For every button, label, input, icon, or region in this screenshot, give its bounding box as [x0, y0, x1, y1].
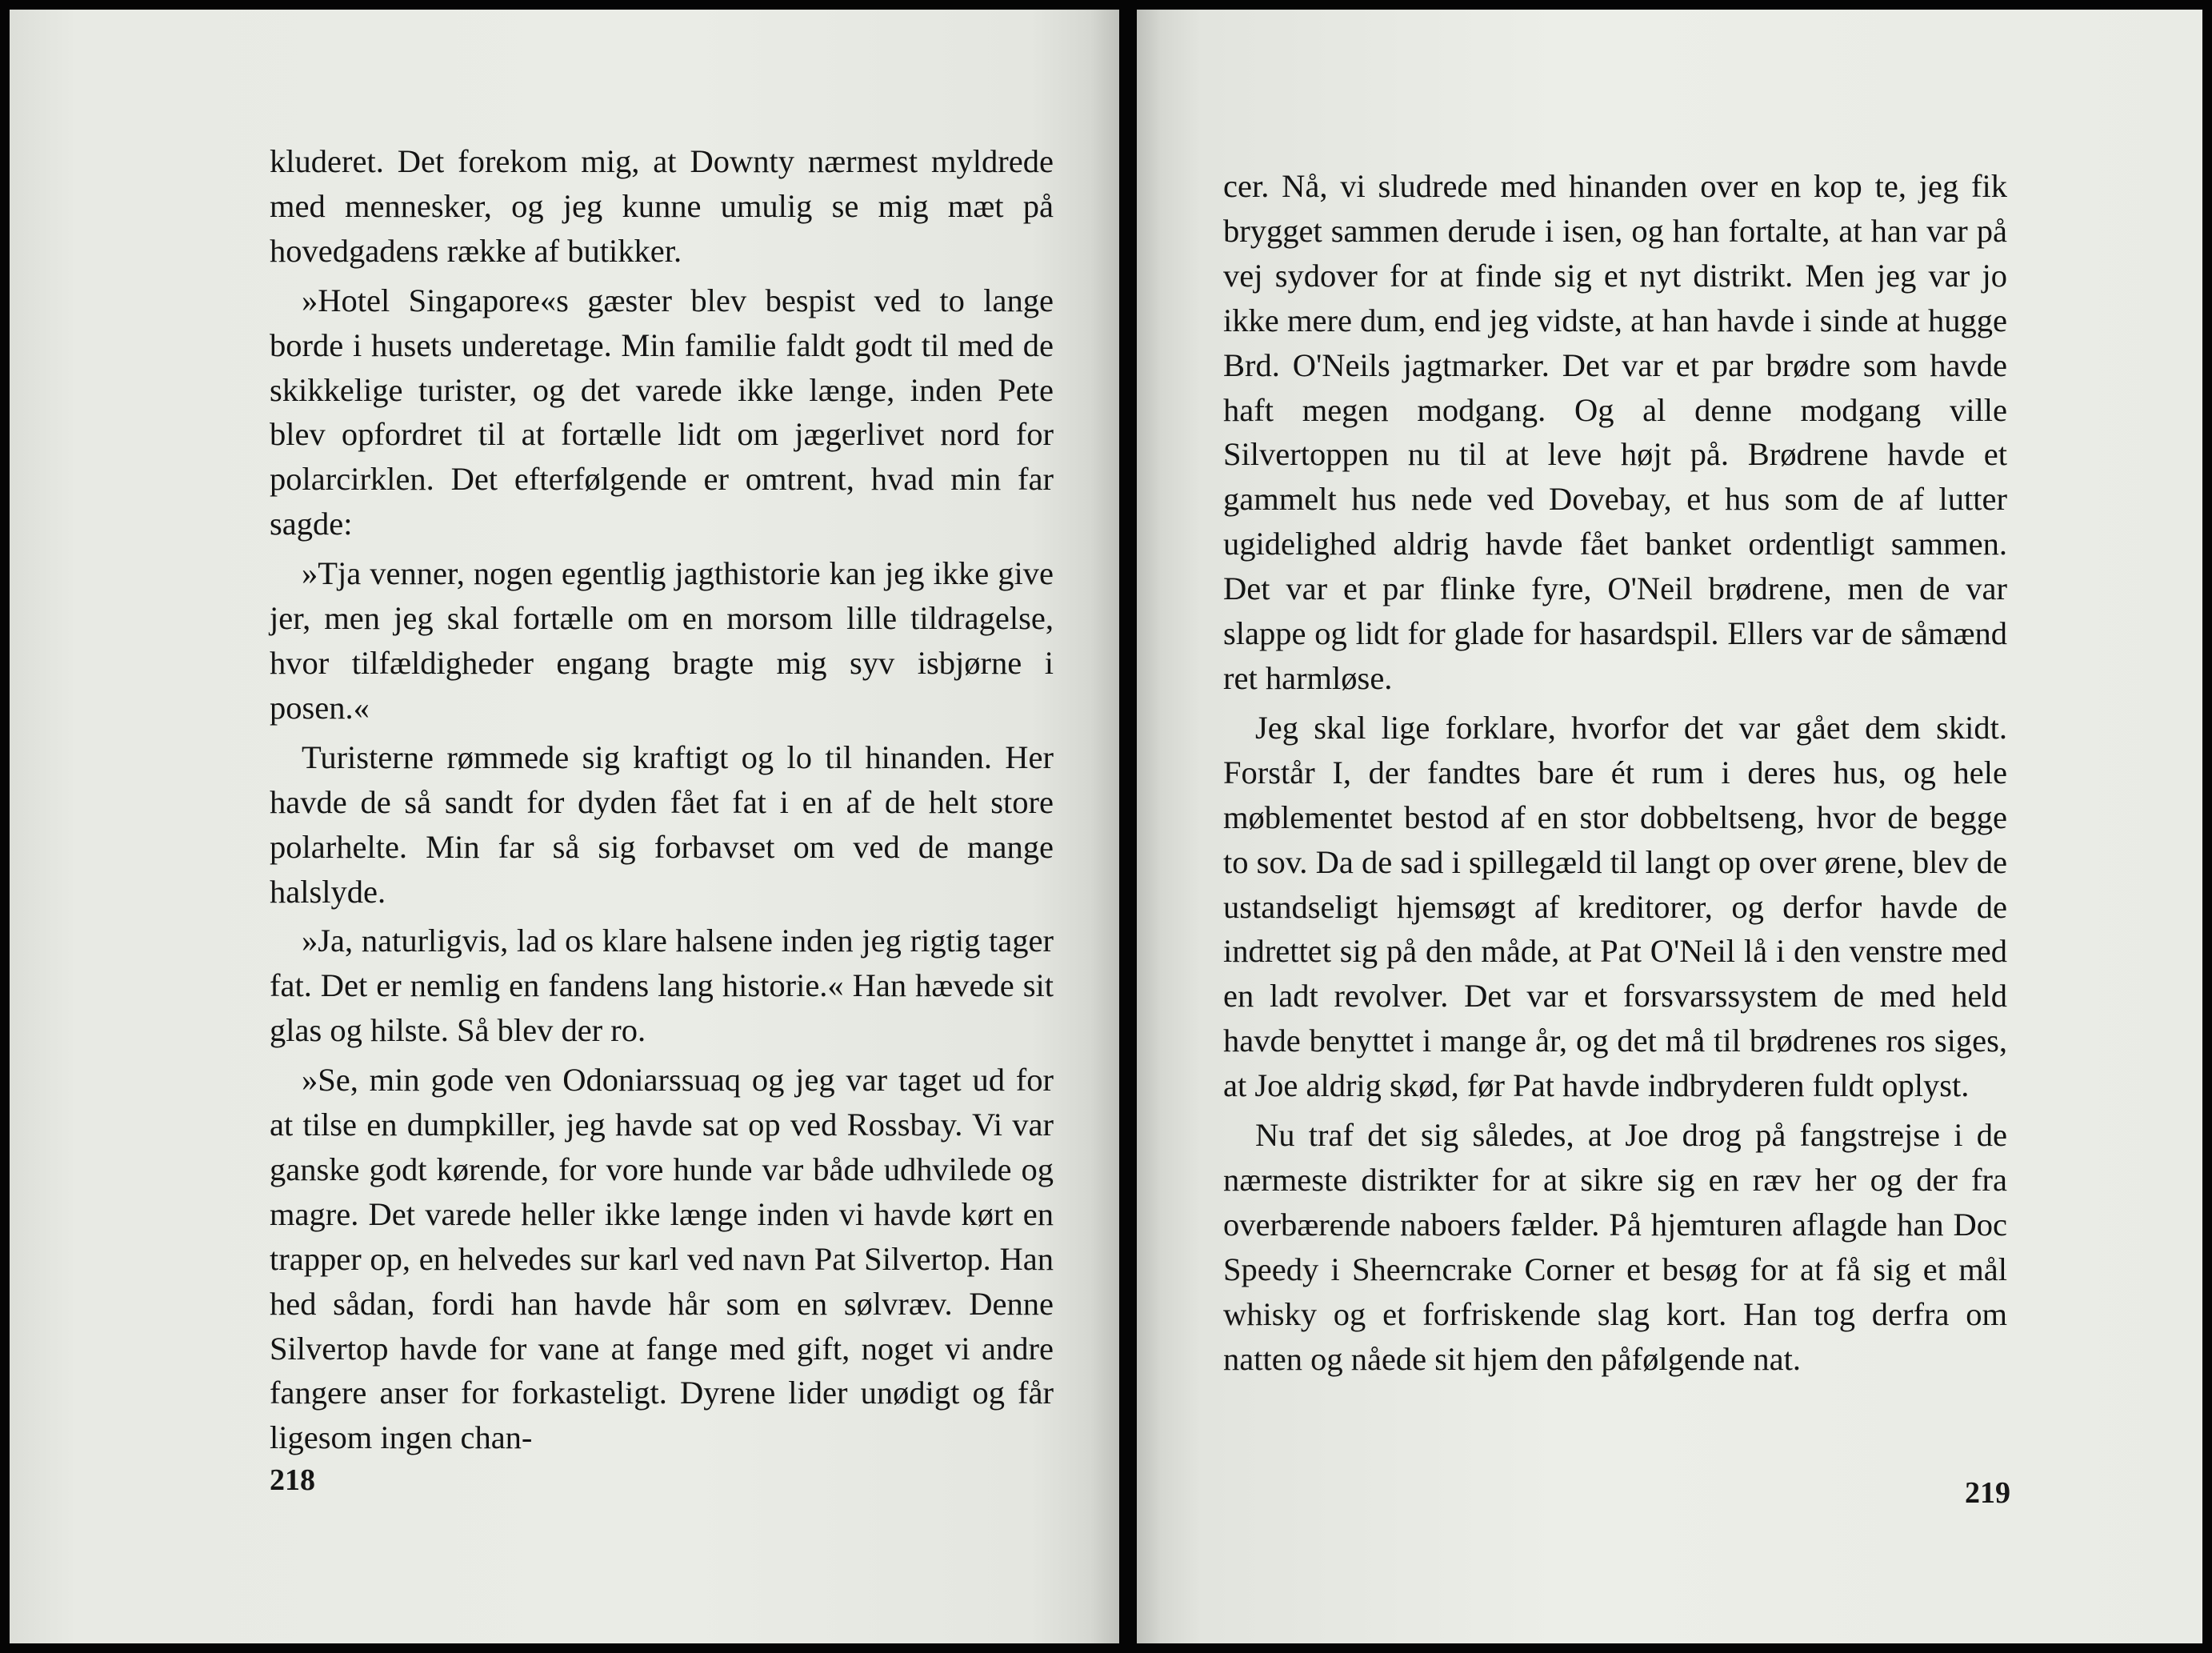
paragraph: kluderet. Det forekom mig, at Downty nærmest myldrede med mennesker, og jeg kunne umulig se mig mæt på hovedgadens række af butikker. — [270, 143, 1054, 269]
left-page-text — [270, 139, 1054, 1465]
page-number: 219 — [1965, 1476, 2010, 1510]
paragraph: Jeg skal lige forklare, hvorfor det var gået dem skidt. Forstår I, der fandtes bare ét rum i deres hus, og hele møblementet bestod af en stor dobbeltseng, hvor de begge to sov. Da de sad i spillegæld til langt op over ørene, blev de ustandseligt hjemsøgt af kreditorer, og derfor havde de indrettet sig på den måde, at Pat O'Neil lå i den venstre med en ladt revolver. Det var et forsvarssystem de med held havde benyttet i mange år, og det må til brødrenes ros siges, at Joe aldrig skød, før Pat havde indbryderen fuldt oplyst. — [1223, 709, 2007, 1104]
gutter-shadow — [1137, 10, 1161, 1643]
paragraph: »Hotel Singapore«s gæster blev bespist ved to lange borde i husets underetage. Min familie faldt godt til med de skikkelige turister, og det varede ikke længe, inden Pete blev opfordret til at fortælle lidt om jægerlivet nord for polarcirklen. Det efterfølgende er omtrent, hvad min far sagde: — [270, 282, 1054, 542]
paragraph: Nu traf det sig således, at Joe drog på fangstrejse i de nærmeste distrikter for at sikre sig en ræv her og der fra overbærende naboers fælder. På hjemturen aflagde han Doc Speedy i Sheerncrake Corner et besøg for at få sig et mål whisky og et forfriskende slag kort. Han tog derfra om natten og nåede sit hjem den påfølgende nat. — [1223, 1117, 2007, 1377]
paragraph: »Ja, naturligvis, lad os klare halsene inden jeg rigtig tager fat. Det er nemlig en fandens lang historie.« Han hævede sit glas og hilste. Så blev der ro. — [270, 923, 1054, 1049]
left-page — [10, 10, 1119, 1643]
paragraph: cer. Nå, vi sludrede med hinanden over en kop te, jeg fik brygget sammen derude i isen, og han fortalte, at han var på vej sydover for at finde sig et nyt distrikt. Men jeg var jo ikke mere dum, end jeg vidste, at han havde i sinde at hugge Brd. O'Neils jagtmarker. Det var et par brødre som havde haft megen modgang. Og al denne modgang ville Silvertoppen nu til at leve højt på. Brødrene havde et gammelt hus nede ved Dovebay, et hus som de af lutter ugidelighed aldrig havde fået banket ordentligt sammen. Det var et par flinke fyre, O'Neil brødrene, men de var slappe og lidt for glade for hasardspil. Ellers var de såmænd ret harmløse. — [1223, 168, 2007, 696]
gutter-shadow — [1090, 10, 1119, 1643]
page-number: 218 — [270, 1463, 315, 1497]
paragraph: »Tja venner, nogen egentlig jagthistorie kan jeg ikke give jer, men jeg skal fortælle om en morsom lille tildragelse, hvor tilfældigheder engang bragte mig syv isbjørne i posen.« — [270, 555, 1054, 726]
right-page-text — [1223, 164, 2007, 1386]
paragraph: »Se, min gode ven Odoniarssuaq og jeg var taget ud for at tilse en dumpkiller, jeg havde sat op ved Rossbay. Vi var ganske godt kørende, for vore hunde var både udhvilede og magre. Det varede heller ikke længe inden vi havde kørt en trapper op, en helvedes sur karl ved navn Pat Silvertop. Han hed sådan, fordi han havde hår som en sølvræv. Denne Silvertop havde for vane at fange med gift, noget vi andre fangere anser for forkasteligt. Dyrene lider unødigt og får ligesom ingen chan- — [270, 1062, 1054, 1456]
paragraph: Turisterne rømmede sig kraftigt og lo til hinanden. Her havde de så sandt for dyden fået fat i en af de helt store polarhelte. Min far så sig forbavset om ved de mange halslyde. — [270, 738, 1054, 910]
right-page — [1137, 10, 2202, 1643]
